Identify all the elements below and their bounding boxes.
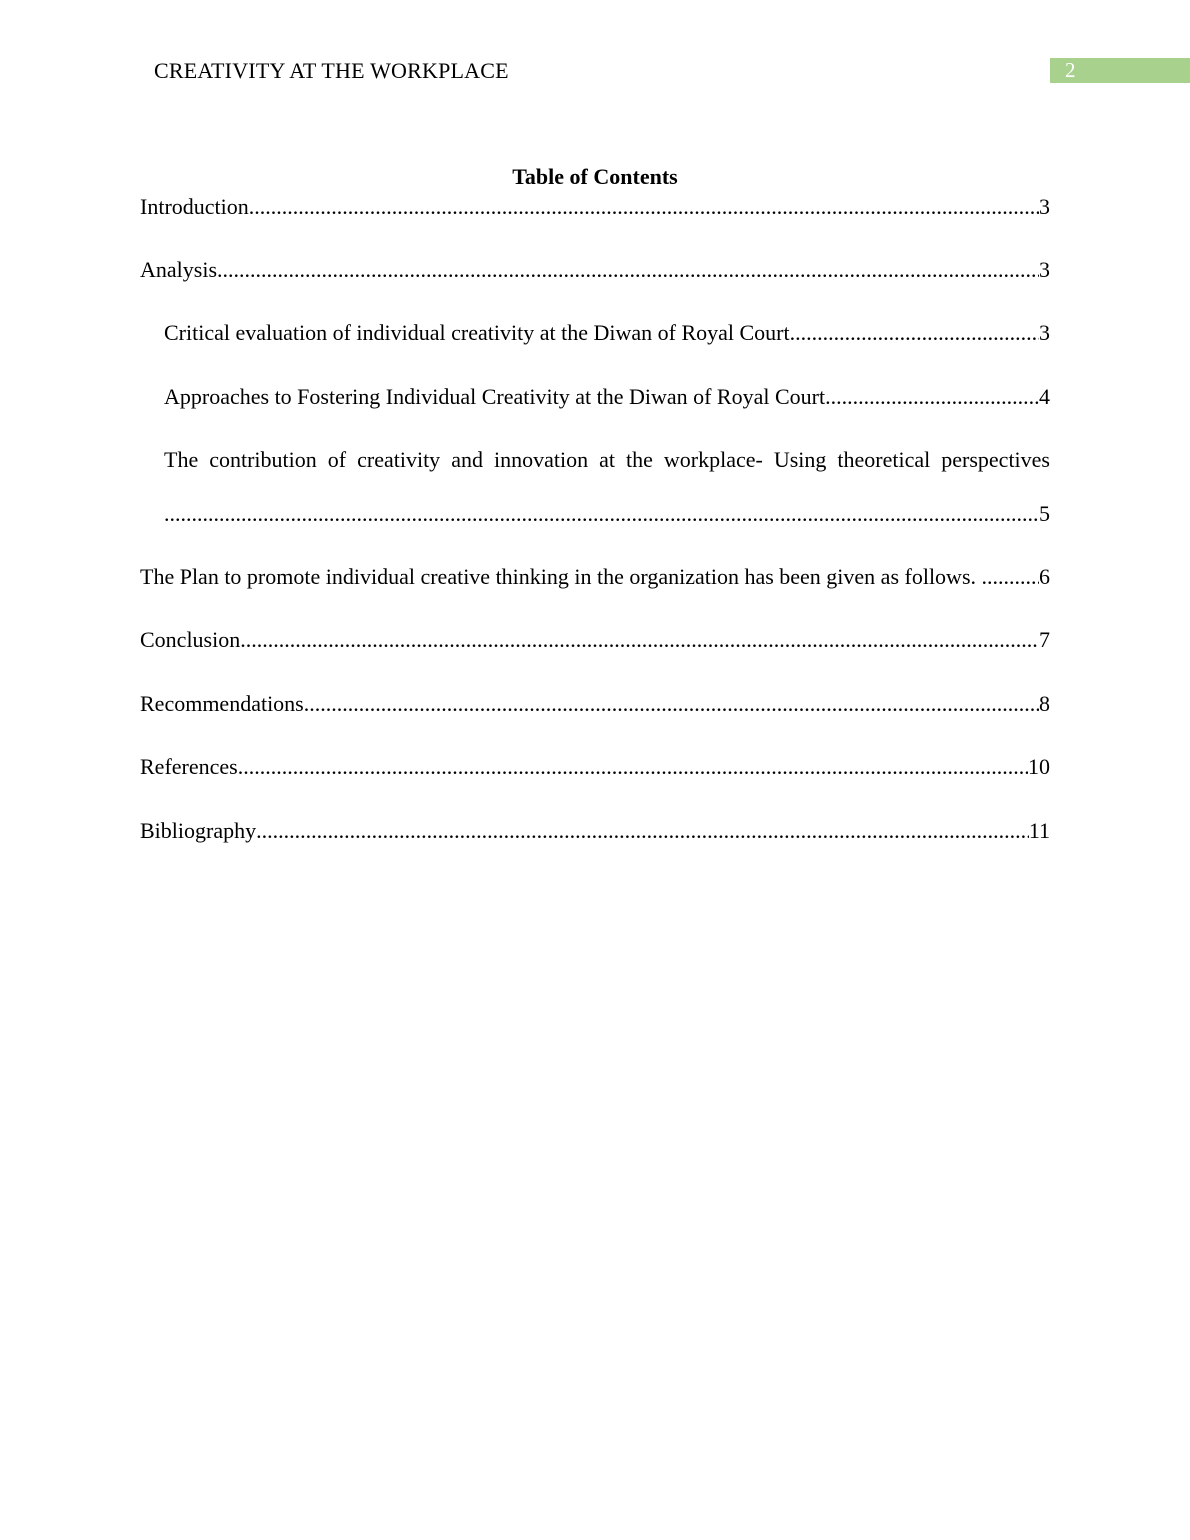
toc-entry-label: Analysis xyxy=(140,257,217,282)
toc-dot-leader xyxy=(217,257,1039,283)
toc-dot-leader xyxy=(304,691,1039,717)
toc-dot-leader xyxy=(164,501,1039,527)
toc-entry-page: 7 xyxy=(1039,627,1050,652)
toc-entry-critical-evaluation[interactable] xyxy=(164,320,1050,346)
toc-entry-references[interactable] xyxy=(140,754,1050,780)
toc-entry-bibliography[interactable] xyxy=(140,818,1050,844)
toc-entry-label: References xyxy=(140,754,238,779)
toc-dot-leader xyxy=(256,818,1029,844)
toc-entry-recommendations[interactable] xyxy=(140,691,1050,717)
toc-entry-page: 5 xyxy=(1039,501,1050,526)
toc-dot-leader xyxy=(240,627,1039,653)
toc-entry-plan[interactable] xyxy=(140,564,1050,590)
toc-entry-contribution[interactable] xyxy=(164,501,1050,527)
toc-dot-leader xyxy=(982,564,1039,590)
toc-dot-leader xyxy=(825,384,1039,410)
toc-entry-page: 3 xyxy=(1039,257,1050,282)
toc-entry-introduction[interactable] xyxy=(140,194,1050,220)
toc-title: Table of Contents xyxy=(512,164,678,189)
page-number-badge xyxy=(1050,58,1190,83)
toc-dot-leader xyxy=(238,754,1028,780)
toc-entry-label: Bibliography xyxy=(140,818,257,843)
page-header xyxy=(0,0,1190,100)
toc-entry-label: The Plan to promote individual creative thinking in the organization has been given as follows. xyxy=(140,564,982,589)
toc-entry-approaches[interactable] xyxy=(164,384,1050,410)
toc-entry-label: Conclusion xyxy=(140,627,241,652)
toc-entry-page: 8 xyxy=(1039,691,1050,716)
toc-entry-page: 11 xyxy=(1028,818,1050,843)
toc-entry-label: Critical evaluation of individual creativity at the Diwan of Royal Court xyxy=(164,320,790,345)
toc-entry-page: 10 xyxy=(1028,754,1050,779)
toc-dot-leader xyxy=(790,320,1039,346)
toc-entry-label: Recommendations xyxy=(140,691,304,716)
toc-entry-page: 4 xyxy=(1039,384,1050,409)
toc-entry-page: 6 xyxy=(1039,564,1050,589)
toc-entry-page: 3 xyxy=(1039,194,1050,219)
toc-entry-label: Introduction xyxy=(140,194,249,219)
page-number: 2 xyxy=(1065,58,1076,82)
toc-entry-page: 3 xyxy=(1039,320,1050,345)
toc-entry-contribution-label[interactable]: The contribution of creativity and innovation at the workplace- Using theoretical perspectives xyxy=(164,447,1050,472)
toc-entry-conclusion[interactable] xyxy=(140,627,1050,653)
running-header-title: CREATIVITY AT THE WORKPLACE xyxy=(154,58,509,83)
toc-dot-leader xyxy=(249,194,1039,220)
toc-entry-label: Approaches to Fostering Individual Creativity at the Diwan of Royal Court xyxy=(164,384,826,409)
toc-entry-analysis[interactable] xyxy=(140,257,1050,283)
